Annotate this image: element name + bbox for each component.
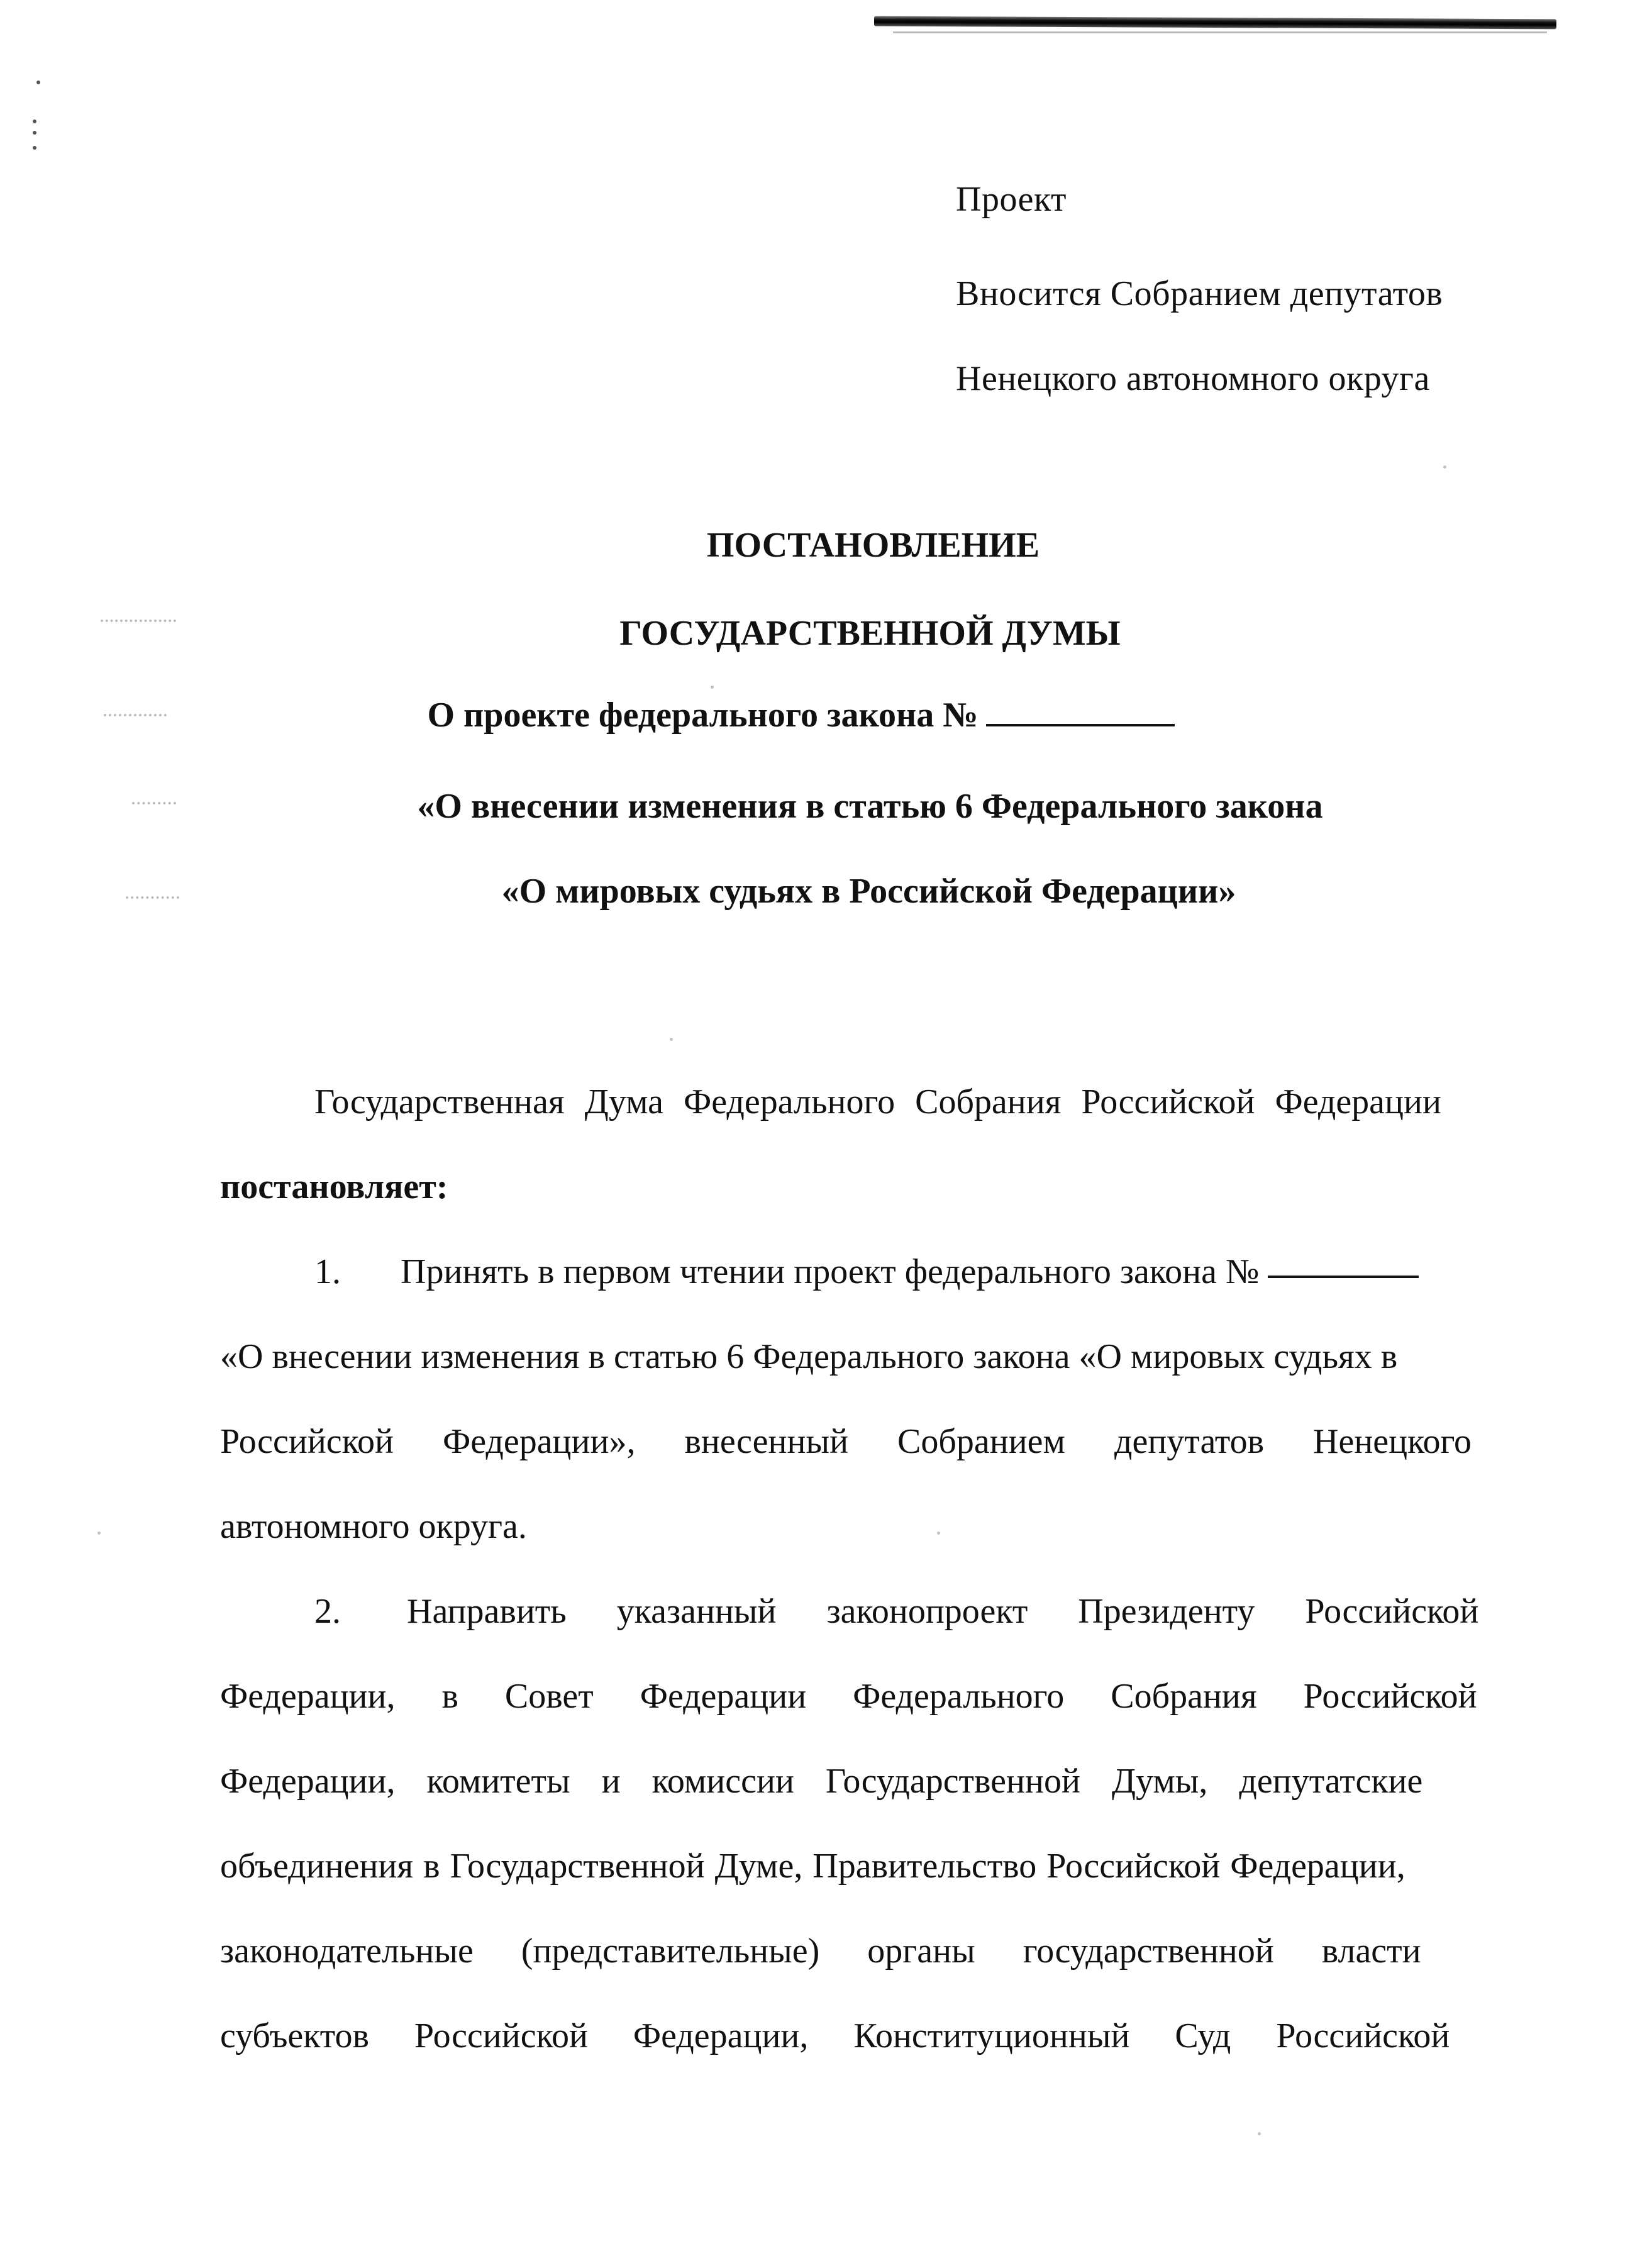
item-2-line-2-text: Федерации, в Совет Федерации Федерального Собрания Российской	[220, 1677, 1477, 1716]
scan-speck	[33, 131, 36, 135]
document-type-title: ПОСТАНОВЛЕНИЕ	[706, 526, 1040, 565]
scan-edge-bar	[874, 16, 1556, 30]
item-1-line-3	[220, 1421, 1475, 1462]
preamble-line-2: постановляет:	[220, 1167, 448, 1206]
item-1-text: Принять в первом чтении проект федерального закона №	[401, 1252, 1260, 1291]
scan-speck	[36, 81, 40, 84]
item-2-line-2	[220, 1676, 1478, 1716]
subject-title-line-1	[0, 695, 1627, 735]
scan-speck	[33, 120, 36, 123]
item-2-line-6-text: субъектов Российской Федерации, Конституционный Суд Российской	[220, 2016, 1450, 2055]
item-1-line-4: автономного округа.	[220, 1507, 527, 1546]
scan-speck	[670, 1038, 673, 1041]
bill-number-blank-item-1	[1268, 1252, 1419, 1278]
subject-title-line-3: «О мировых судьях в Российской Федерации»	[501, 872, 1236, 911]
scan-speck	[1258, 2132, 1261, 2135]
item-2-line-3-text: Федерации, комитеты и комиссии Государственной Думы, депутатские	[220, 1762, 1423, 1801]
scan-speck	[1443, 465, 1446, 469]
item-1-line-1	[314, 1252, 1572, 1292]
subject-title-line-2: «О внесении изменения в статью 6 Федерального закона	[417, 787, 1323, 826]
scan-speck	[97, 1532, 101, 1535]
scan-edge-shadow	[893, 31, 1547, 33]
scan-speck	[33, 146, 36, 150]
item-2-line-3	[220, 1761, 1478, 1801]
item-2-line-4-text: объединения в Государственной Думе, Правительство Российской Федерации,	[220, 1847, 1405, 1886]
subject-title-text: О проекте федерального закона №	[427, 696, 978, 735]
item-1-number: 1.	[314, 1252, 341, 1291]
introduced-by-line-1: Вносится Собранием депутатов	[956, 274, 1443, 313]
item-1-line-2: «О внесении изменения в статью 6 Федерального закона «О мировых судьях в	[220, 1337, 1398, 1376]
item-1-line-3-text: Российской Федерации», внесенный Собранием депутатов Ненецкого	[220, 1422, 1472, 1461]
item-2-text: Направить указанный законопроект Президенту Российской	[407, 1592, 1479, 1631]
item-2-line-4	[220, 1846, 1478, 1886]
scan-speck	[711, 686, 714, 689]
preamble-text: Государственная Дума Федерального Собрания Российской Федерации	[314, 1082, 1441, 1121]
bill-number-blank	[986, 700, 1175, 726]
item-2-number: 2.	[314, 1592, 341, 1631]
introduced-by-line-2: Ненецкого автономного округа	[956, 359, 1430, 398]
issuing-body-title: ГОСУДАРСТВЕННОЙ ДУМЫ	[619, 614, 1121, 653]
item-2-line-5-text: законодательные (представительные) органы государственной власти	[220, 1932, 1421, 1971]
draft-status-label: Проект	[956, 180, 1067, 219]
preamble-line-1	[314, 1082, 1477, 1122]
item-2-line-1	[314, 1591, 1572, 1632]
item-2-line-6	[220, 2016, 1478, 2056]
item-2-line-5	[220, 1931, 1478, 1971]
